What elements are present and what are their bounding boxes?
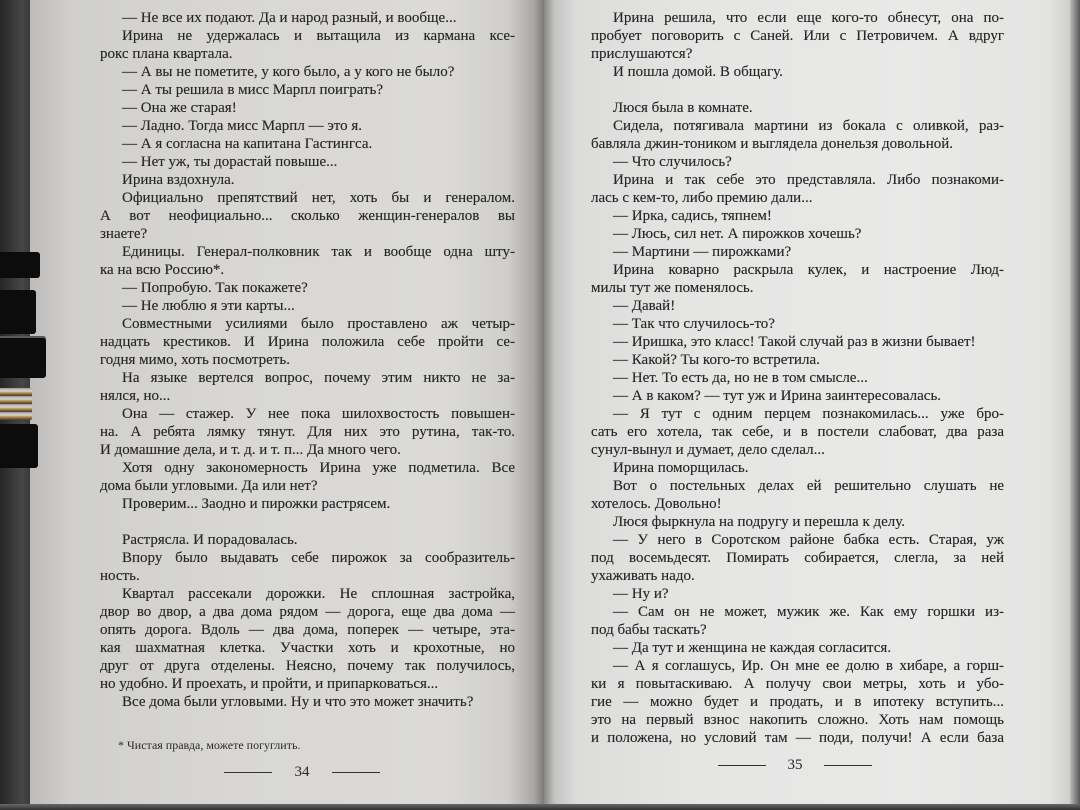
paragraph (591, 243, 1004, 261)
binder-clip (0, 252, 40, 278)
text-line: милы тут же поменялось. (591, 280, 754, 296)
text-line: — Давай! (613, 298, 676, 314)
text-line: Люся фыркнула на подругу и перешла к делу. (613, 514, 906, 530)
text-line: — Не люблю я эти карты... (122, 298, 295, 314)
text-line: бавляла джин-тоником и выглядела донельзя довольной. (591, 136, 954, 152)
folio-rule (718, 765, 766, 766)
paragraph (100, 117, 515, 135)
paragraph (100, 243, 515, 279)
text-line: — У него в Соротском районе бабка есть. Старая, уж (613, 532, 1004, 548)
text-line: Люся была в комнате. (613, 100, 753, 116)
text-line: Сидела, потягивала мартини из бокала с оливкой, раз- (613, 118, 1004, 134)
paragraph (591, 63, 1004, 81)
paragraph (591, 225, 1004, 243)
text-line: Ирина и так себе это представляла. Либо познакоми- (613, 172, 1004, 188)
paragraph (591, 405, 1004, 459)
binder-clip (0, 290, 36, 334)
paragraph (591, 351, 1004, 369)
text-line: сунул-вынул и думает, дело сделал... (591, 442, 825, 458)
text-line: Единицы. Генерал-полковник так и вообще одна шту- (122, 244, 515, 260)
text-line: прислушаются? (591, 46, 693, 62)
left-page-text (100, 9, 515, 711)
text-line: под бабы таскать? (591, 622, 707, 638)
text-line: сать его хотела, так себе, и в постели слабоват, два раза (591, 424, 1004, 440)
binder-clip (0, 336, 46, 378)
paragraph (591, 585, 1004, 603)
text-line: — Сам он не может, мужик же. Как ему горшки из- (613, 604, 1004, 620)
text-line: Впору было выдавать себе пирожок за сообразитель- (122, 550, 515, 566)
text-line: хотелось. Довольно! (591, 496, 722, 512)
text-line: пробует поговорить с Саней. Или с Петровичем. А вдруг (591, 28, 1004, 44)
text-line: — Что случилось? (613, 154, 732, 170)
paragraph (100, 27, 515, 63)
text-line: Официально препятствий нет, хоть бы и генералом. (122, 190, 515, 206)
paragraph (591, 99, 1004, 117)
text-line: Квартал рассекали дорожки. Не сплошная застройка, (122, 586, 515, 602)
text-line: на. А ребята лямку тянут. Для них это рутина, так-то. (100, 424, 515, 440)
paragraph (591, 639, 1004, 657)
text-line: — А я соглашусь, Ир. Он мне ее долю в хибаре, а горш- (613, 658, 1004, 674)
paragraph (100, 279, 515, 297)
paragraph (100, 153, 515, 171)
binder-clip (0, 424, 38, 468)
paragraph (100, 99, 515, 117)
text-line: знаете? (100, 226, 148, 242)
paragraph (100, 9, 515, 27)
text-line: Она — стажер. У нее пока шилохвостость повышен- (122, 406, 515, 422)
text-line: — А ты решила в мисс Марпл поиграть? (122, 82, 384, 98)
paragraph (100, 189, 515, 243)
text-line: Совместными усилиями было проставлено аж четыр- (122, 316, 515, 332)
paragraph (100, 549, 515, 585)
text-line: Ирина не удержалась и вытащила из кармана ксе- (122, 28, 515, 44)
binder-clip-wire (0, 388, 32, 420)
page-number: 35 (787, 756, 803, 773)
paragraph (100, 315, 515, 369)
text-line: На языке вертелся вопрос, почему этим никто не за- (122, 370, 515, 386)
text-line: — Я тут с одним перцем познакомилась... уже бро- (613, 406, 1004, 422)
paragraph (100, 585, 515, 693)
paragraph (591, 153, 1004, 171)
text-line: рокс плана квартала. (100, 46, 233, 62)
text-line: ки я повытаскиваю. А получу свои метры, хоть и убо- (591, 676, 1004, 692)
section-break (591, 81, 1004, 99)
text-line: — Попробую. Так покажете? (122, 280, 308, 296)
text-line: — Ладно. Тогда мисс Марпл — это я. (122, 118, 363, 134)
text-line: — Мартини — пирожками? (613, 244, 792, 260)
text-line: — Люсь, сил нет. А пирожков хочешь? (613, 226, 862, 242)
text-line: и положена, но условий там — поди, получи! А если база (591, 730, 1004, 746)
paragraph (100, 135, 515, 153)
text-line: — Она же старая! (122, 100, 237, 116)
paragraph (591, 297, 1004, 315)
text-line: Хотя одну закономерность Ирина уже подметила. Все (122, 460, 515, 476)
text-line: ухаживать надо. (591, 568, 695, 584)
text-line: нялся, но... (100, 388, 171, 404)
paragraph (591, 9, 1004, 63)
folio-rule (332, 772, 380, 773)
paragraph (591, 261, 1004, 297)
text-line: И домашние дела, и т. д. и т. п... Да много чего. (100, 442, 401, 458)
folio-rule (224, 772, 272, 773)
text-line: — Ирка, садись, тяпнем! (613, 208, 772, 224)
text-line: — Так что случилось-то? (613, 316, 775, 332)
text-line: — Иришка, это класс! Такой случай раз в жизни бывает! (613, 334, 976, 350)
page-stack-edge (1070, 0, 1080, 810)
page-number-right (718, 756, 872, 774)
text-line: — Не все их подают. Да и народ разный, и вообще... (122, 10, 457, 26)
text-line: — А я согласна на капитана Гастингса. (122, 136, 373, 152)
paragraph (100, 531, 515, 549)
paragraph (591, 333, 1004, 351)
text-line: это на первый взнос накопить сложно. Хоть нам помощь (591, 712, 1004, 728)
text-line: ность. (100, 568, 140, 584)
text-line: опять дорога. Вдоль — два дома, поперек — четыре, эта- (100, 622, 515, 638)
section-break (100, 513, 515, 531)
text-line: — Нет уж, ты дорастай повыше... (122, 154, 338, 170)
text-line: гие — можно будет и продать, и в ипотеку вступить... (591, 694, 1004, 710)
text-line: Ирина поморщилась. (613, 460, 749, 476)
text-line: Проверим... Заодно и пирожки растрясем. (122, 496, 391, 512)
paragraph (100, 81, 515, 99)
paragraph (100, 171, 515, 189)
text-line: годня мимо, хоть посмотреть. (100, 352, 290, 368)
text-line: — Ну и? (613, 586, 669, 602)
folio-rule (824, 765, 872, 766)
text-line: Растрясла. И порадовалась. (122, 532, 298, 548)
text-line: Вот о постельных делах ей решительно слушать не (613, 478, 1004, 494)
text-line: — Да тут и женщина не каждая согласится. (613, 640, 892, 656)
paragraph (100, 405, 515, 459)
text-line: друг от друга отделены. Неясно, почему так получилось, (100, 658, 515, 674)
text-line: Ирина решила, что если еще кого-то обнесут, она по- (613, 10, 1004, 26)
paragraph (591, 603, 1004, 639)
paragraph (100, 297, 515, 315)
paragraph (100, 63, 515, 81)
right-page-text (591, 9, 1004, 747)
text-line: Ирина вздохнула. (122, 172, 235, 188)
text-line: дома были угловыми. Да или нет? (100, 478, 318, 494)
paragraph (591, 207, 1004, 225)
text-line: лась с кем-то, либо премию дали... (591, 190, 813, 206)
paragraph (591, 387, 1004, 405)
text-line: ка на всю Россию*. (100, 262, 225, 278)
text-line: И пошла домой. В общагу. (613, 64, 783, 80)
paragraph (591, 117, 1004, 153)
paragraph (591, 477, 1004, 513)
text-line: — Нет. То есть да, но не в том смысле... (613, 370, 868, 386)
paragraph (591, 459, 1004, 477)
text-line: под восемьдесят. Помирать собирается, слегла, за ней (591, 550, 1004, 566)
text-line: Ирина коварно раскрыла кулек, и настроение Люд- (613, 262, 1004, 278)
paragraph (591, 171, 1004, 207)
text-line: но удобно. И проехать, и пройти, и припарковаться... (100, 676, 439, 692)
paragraph (591, 531, 1004, 585)
paragraph (100, 369, 515, 405)
paragraph (591, 657, 1004, 747)
paragraph (591, 513, 1004, 531)
paragraph (100, 693, 515, 711)
text-line: Все дома были угловыми. Ну и что это может значить? (122, 694, 474, 710)
page-number-left (224, 763, 380, 781)
text-line: двор во двор, а два дома рядом — дорога, еще два дома — (100, 604, 515, 620)
page-number: 34 (294, 763, 310, 780)
paragraph (591, 315, 1004, 333)
text-line: — А вы не пометите, у кого было, а у кого не было? (122, 64, 455, 80)
paragraph (591, 369, 1004, 387)
text-line: — А в каком? — тут уж и Ирина заинтересовалась. (613, 388, 942, 404)
text-line: надцать крестиков. И Ирина положила себе пройти се- (100, 334, 515, 350)
text-line: кая шахматная клетка. Участки хоть и крохотные, но (100, 640, 515, 656)
footnote: * Чистая правда, можете погуглить. (118, 738, 301, 752)
paragraph (100, 495, 515, 513)
text-line: А вот неофициально... сколько женщин-генералов вы (100, 208, 515, 224)
text-line: — Какой? Ты кого-то встретила. (613, 352, 820, 368)
bottom-edge (0, 804, 1080, 810)
paragraph (100, 459, 515, 495)
